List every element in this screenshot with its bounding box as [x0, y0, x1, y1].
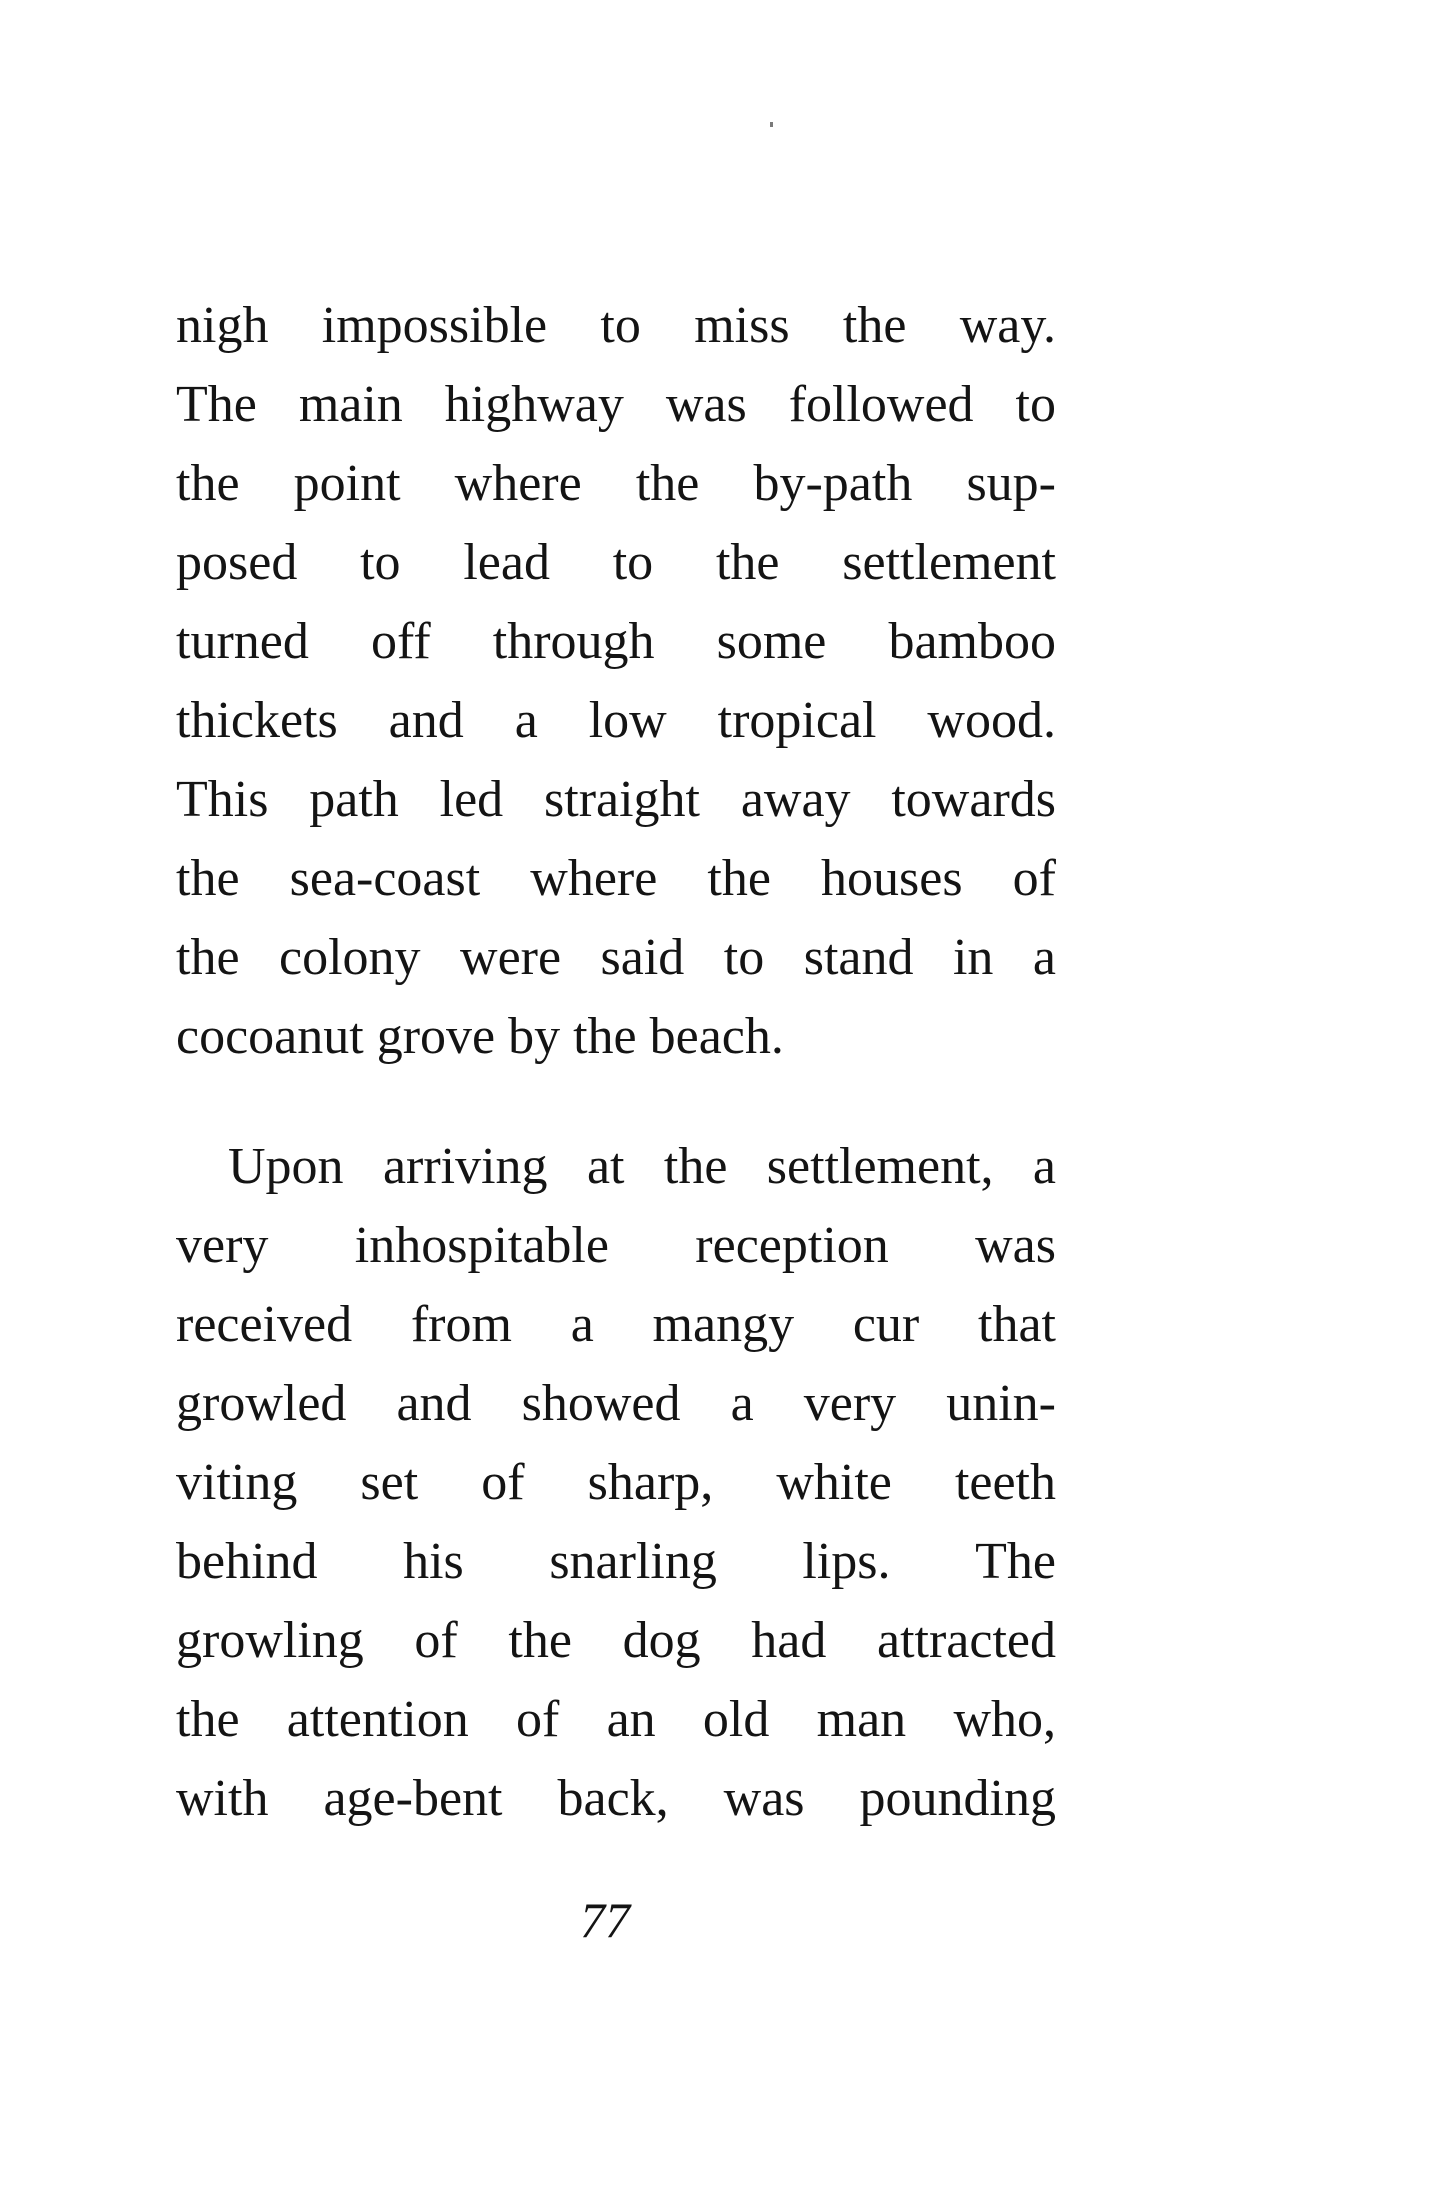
scan-speck	[770, 122, 773, 127]
text-line: the attention of an old man who,	[176, 1691, 1056, 1748]
text-line: viting set of sharp, white teeth	[176, 1454, 1056, 1511]
text-line: behind his snarling lips. The	[176, 1533, 1056, 1590]
text-line: thickets and a low tropical wood.	[176, 692, 1056, 749]
text-line: cocoanut grove by the beach.	[176, 1008, 784, 1065]
paragraph-2	[176, 1127, 1056, 1838]
text-line: posed to lead to the settlement	[176, 534, 1056, 591]
text-line: This path led straight away towards	[176, 771, 1056, 828]
text-line: the colony were said to stand in a	[176, 929, 1056, 986]
text-line: nigh impossible to miss the way.	[176, 297, 1056, 354]
text-line: received from a mangy cur that	[176, 1296, 1056, 1353]
page-number: 77	[580, 1892, 630, 1948]
text-line: with age-bent back, was pounding	[176, 1770, 1056, 1827]
paragraph-1	[176, 286, 1056, 1076]
text-line: growled and showed a very unin-	[176, 1375, 1056, 1432]
text-line: very inhospitable reception was	[176, 1217, 1056, 1274]
text-line: turned off through some bamboo	[176, 613, 1056, 670]
text-line: growling of the dog had attracted	[176, 1612, 1056, 1669]
text-line: the point where the by-path sup-	[176, 455, 1056, 512]
text-line: the sea-coast where the houses of	[176, 850, 1056, 907]
text-line: Upon arriving at the settlement, a	[228, 1138, 1056, 1195]
text-line: The main highway was followed to	[176, 376, 1056, 433]
